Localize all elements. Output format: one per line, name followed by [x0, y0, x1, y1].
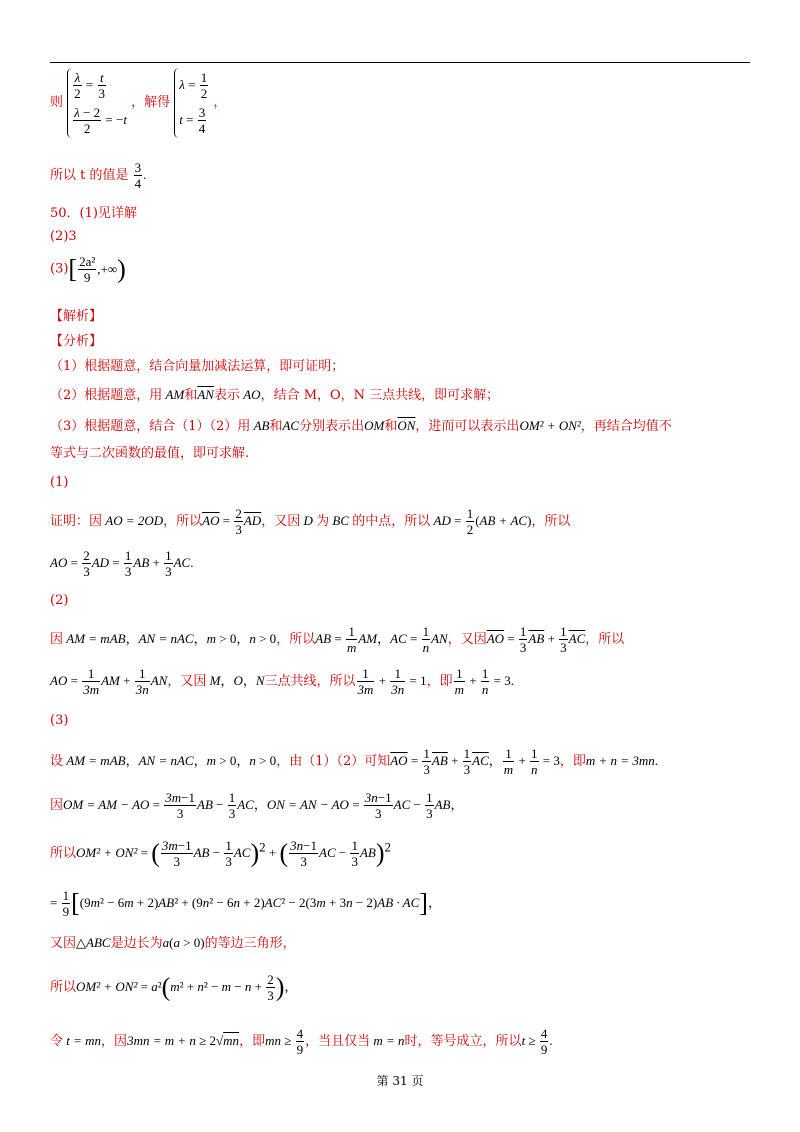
comma-text: ， — [213, 95, 227, 110]
part3-line5: 又因△ABC是边长为a(a > 0)的等边三角形， — [50, 935, 296, 951]
page-footer: 第 31 页 — [376, 1074, 424, 1088]
solve-text: ，解得 — [131, 95, 171, 110]
part3-line4: = $\frac{1}{9}$ [(9m² − 6m + 2)AB² + (9n² − 6n + 2)AC² − 2(3m + 3n − 2)AB · AC]， — [50, 888, 441, 919]
line-t-value: 所以 t 的值是 $\frac{3}{4}$ . — [50, 160, 147, 191]
part3-label: (3) — [50, 713, 69, 728]
part1-proof: 证明：因 AO = 2OD，所以$\overline{AO}$ = $\frac{2}{3}$ $\overline{AD}$，又因 D 为 BC 的中点，所以 AD = $\frac{1}{2}$ (AB + AC)，所以 — [50, 506, 571, 537]
part2-line2: AO = $\frac{1}{3m}$ AM + $\frac{1}{3n}$ AN，又因 M，O，N三点共线，所以 $\frac{1}{3m}$ + $\frac{1}{3n}$ = 1，即 $\frac{1}{m}$ + $\frac{1}{n}$ = 3. — [50, 666, 514, 697]
part1-label: (1) — [50, 475, 69, 490]
part2-line1: 因 AM = mAB，AN = nAC，m > 0，n > 0，所以AB = $\frac{1}{m}$ AM，AC = $\frac{1}{n}$ AN，又因$\overline{AO}$ = $\frac{1}{3}$ $\overline{AB}$ + $\frac{1}{3}$ $\overline{AC}$，所以 — [50, 624, 625, 655]
part3-line2: 因OM = AM − AO = $\frac{3m-1}{3}$ AB − $\frac{1}{3}$ AC，ON = AN − AO = $\frac{3n-1}{3}$ AC − $\frac{1}{3}$ AB， — [50, 790, 464, 821]
part2-label: (2) — [50, 593, 69, 608]
analysis-1: （1）根据题意，结合向量加减法运算，即可证明； — [50, 359, 345, 374]
system-right: λ = $\frac{1}{2}$ t = $\frac{3}{4}$ — [174, 68, 209, 138]
then-text: 则 — [50, 95, 64, 110]
part1-result: AO = $\frac{2}{3}$ AD = $\frac{1}{3}$ AB + $\frac{1}{3}$ AC. — [50, 548, 194, 579]
part3-line1: 设 AM = mAB，AN = nAC，m > 0，n > 0，由（1）（2）可知$\overline{AO}$ = $\frac{1}{3}$ $\overline{AB}$ + $\frac{1}{3}$ $\overline{AC}$， $\frac{1}{m}$ + $\frac{1}{n}$ = 3，即m + n = 3mn. — [50, 746, 658, 777]
q50-part2: (2)3 — [50, 229, 77, 244]
part3-line7: 令 t = mn，因3mn = m + n ≥ 2√mn，即mn ≥ $\frac{4}{9}$ ，当且仅当 m = n时，等号成立，所以t ≥ $\frac{4}{9}$ . — [50, 1026, 553, 1057]
analysis-3: （3）根据题意，结合（1）（2）用 AB和AC分别表示出OM和$\overline{ON}$，进而可以表示出OM² + ON²，再结合均值不 — [50, 418, 672, 434]
part3-line3: 所以OM² + ON² = ( $\frac{3m-1}{3}$ AB − $\frac{1}{3}$ AC)2 + ( $\frac{3n-1}{3}$ AC − $\frac{1}{3}$ AB)2 — [50, 838, 392, 869]
fenxi-label: 【分析】 — [50, 334, 103, 349]
part3-line6: 所以OM² + ON² = a²(m² + n² − m − n + $\frac{2}{3}$ )， — [50, 972, 298, 1003]
analysis-3-cont: 等式与二次函数的最值，即可求解. — [50, 446, 250, 461]
t-value-text: 所以 t 的值是 — [50, 168, 129, 183]
system-left: $\frac{\lambda}{2}$ = $\frac{t}{3}$ $\frac{\lambda - 2}{2}$ = −t — [67, 68, 127, 138]
jiexi-label: 【解析】 — [50, 309, 103, 324]
q50-part3: (3)[ $\frac{\text{2a²}}{9}$ ,+∞) — [50, 254, 126, 285]
q50-heading: 50．(1)见详解 — [50, 206, 137, 221]
top-rule — [50, 62, 750, 63]
t-value-frac: $\frac{3}{4}$ — [134, 160, 142, 191]
analysis-2: （2）根据题意，用 AM和$\overline{AN}$表示 AO，结合 M，O，N 三点共线，即可求解； — [50, 387, 500, 403]
line-system — [50, 68, 226, 138]
